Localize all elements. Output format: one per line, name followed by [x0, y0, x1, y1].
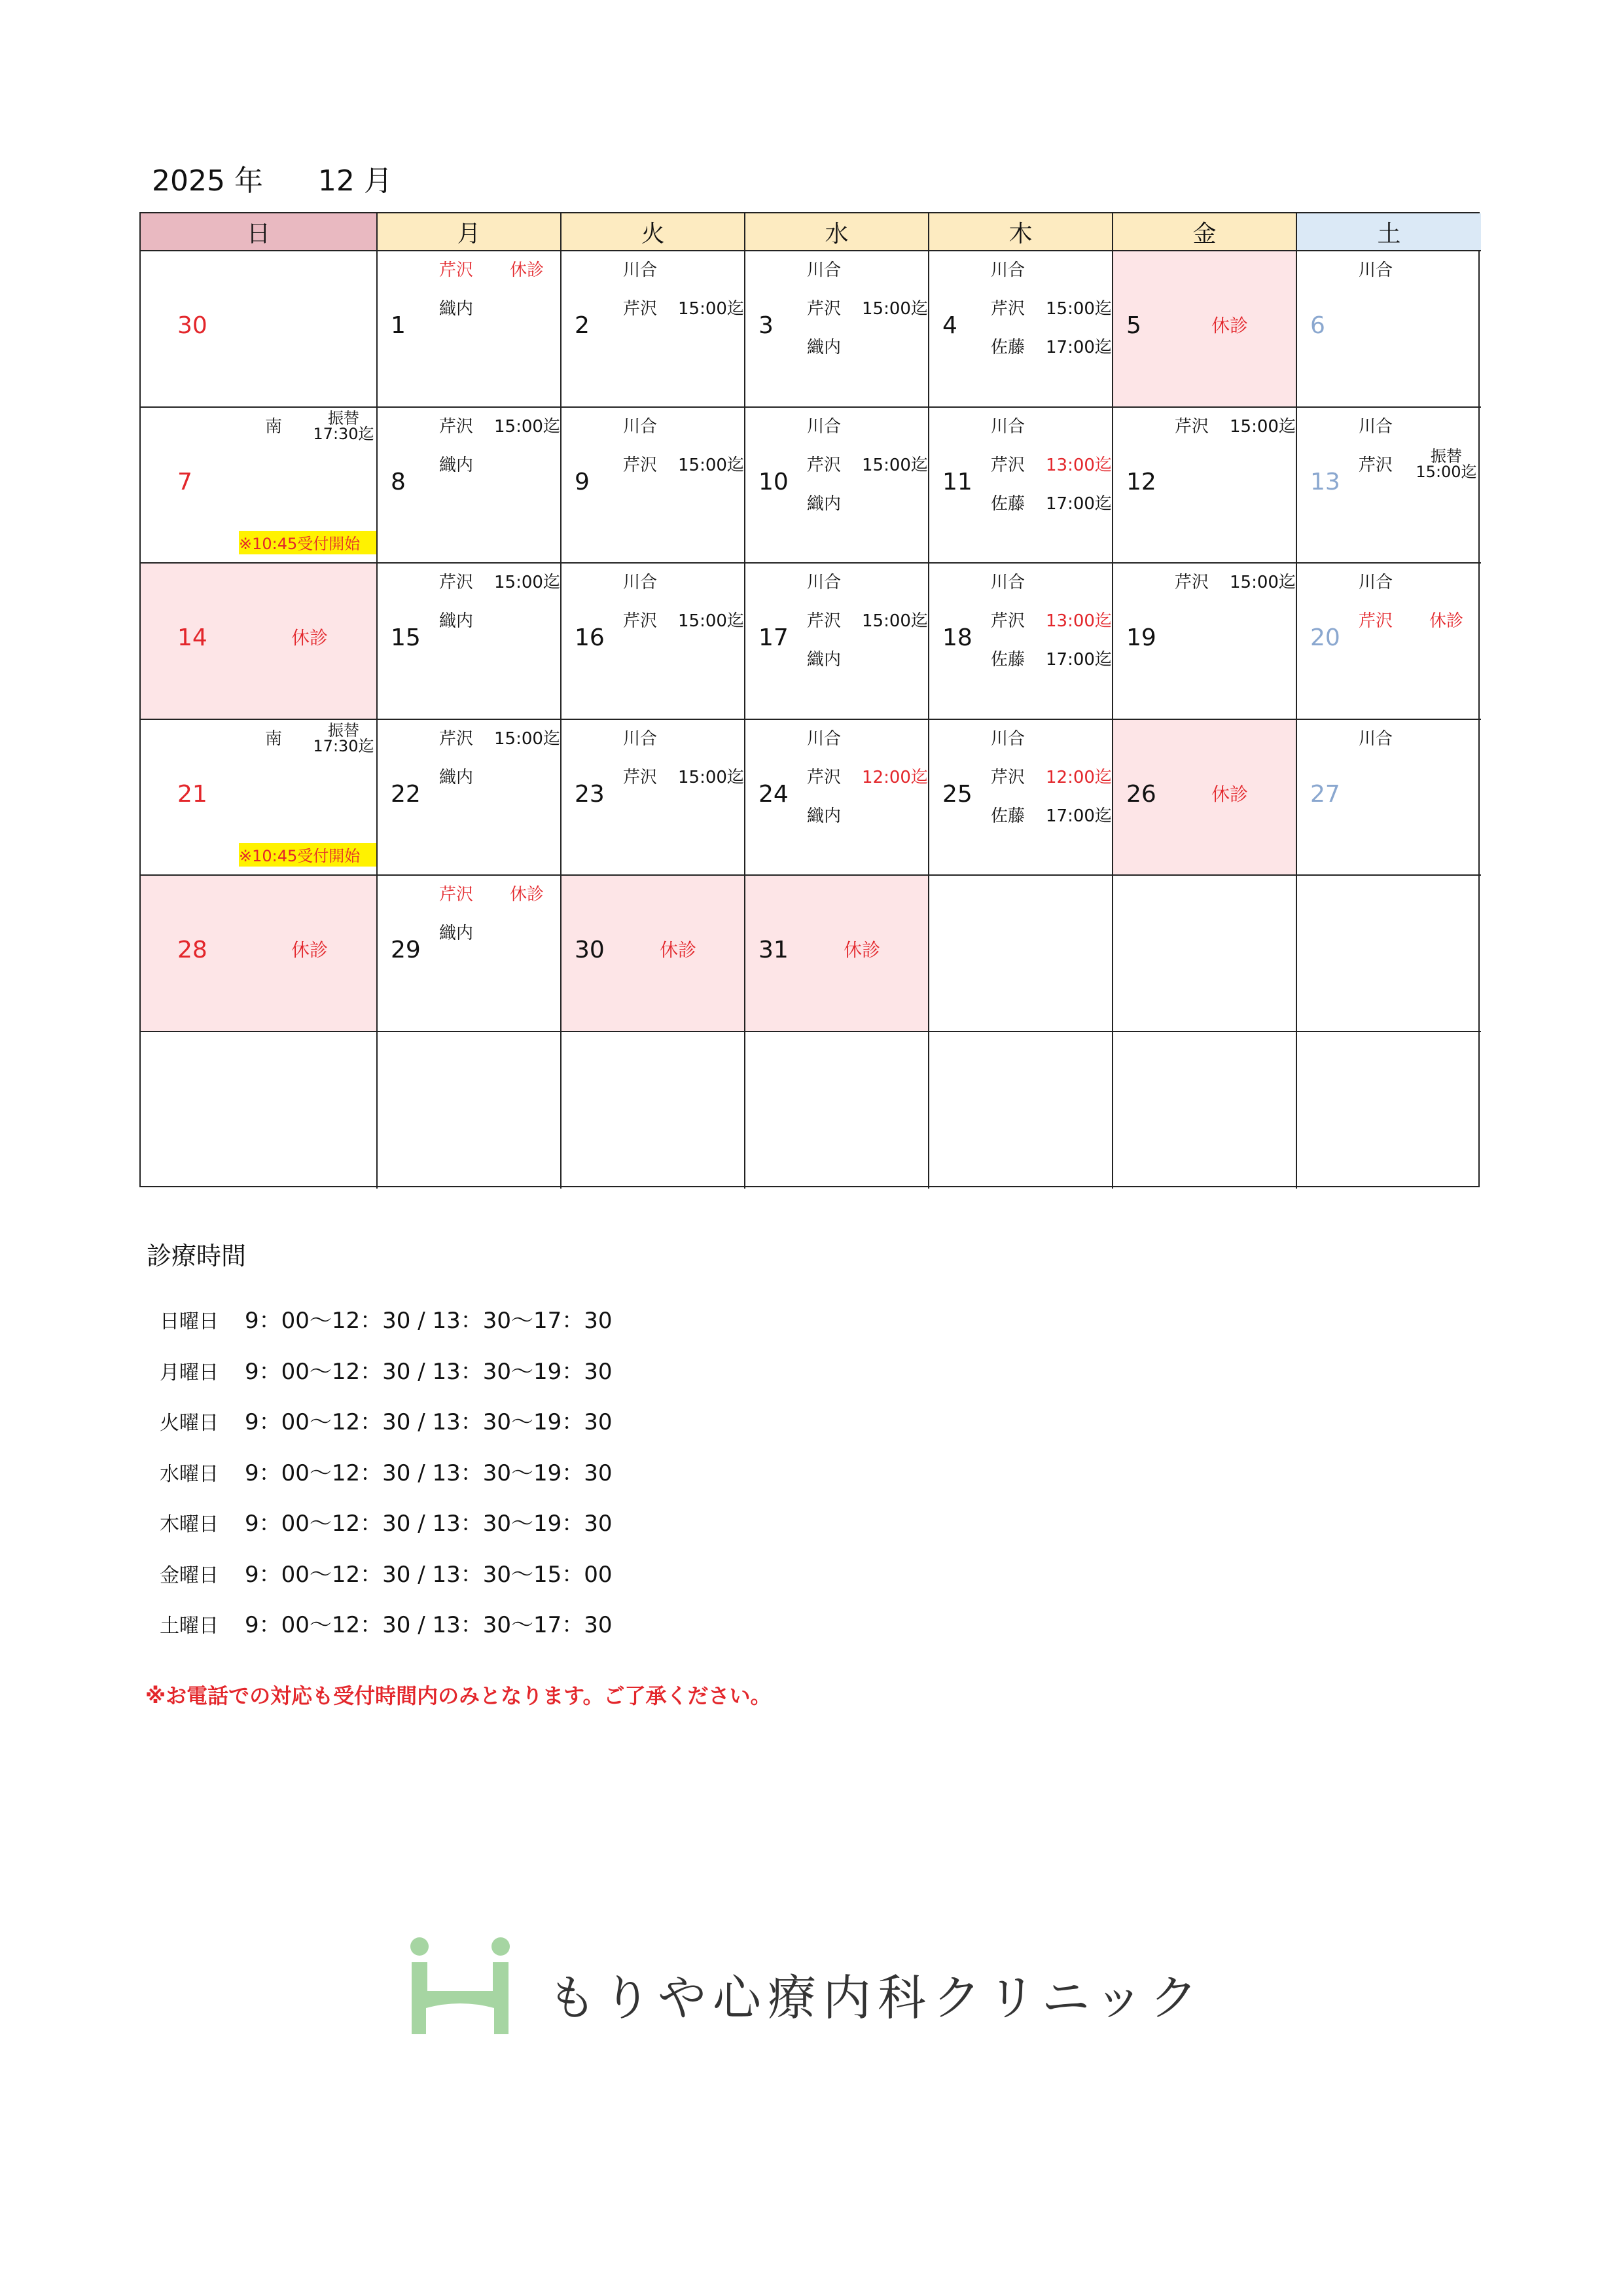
- doctor-time: 15:00迄: [494, 728, 560, 749]
- reception-notice: ※10:45受付開始: [239, 843, 376, 867]
- doctor-line: [1175, 418, 1297, 437]
- doctor-name: 芹沢: [1175, 573, 1209, 593]
- substitute-time: 17:30迄: [313, 424, 374, 443]
- doctor-line: [807, 574, 929, 592]
- empty-cell: [1113, 1032, 1297, 1189]
- doctor-line: [439, 925, 562, 943]
- doctor-name: 川合: [1359, 728, 1393, 749]
- doctor-time: 15:00迄: [1230, 573, 1296, 593]
- hours-time: 9：00～12：30 / 13：30～19：30: [245, 1358, 613, 1385]
- day-number: 29: [391, 937, 421, 964]
- day-cell: [378, 408, 562, 564]
- doctor-name: 川合: [991, 573, 1026, 593]
- day-cell: [562, 876, 745, 1032]
- doctor-name: 佐藤: [991, 338, 1026, 357]
- doctor-line: [807, 808, 929, 826]
- doctor-line: [623, 769, 745, 787]
- doctor-time: 15:00迄: [862, 611, 928, 632]
- doctor-name: 川合: [991, 728, 1026, 749]
- doctor-line: [807, 418, 929, 437]
- day-number: 3: [758, 312, 774, 339]
- doctor-line: [1359, 730, 1481, 749]
- doctor-line: [807, 339, 929, 357]
- doctor-name: 芹沢: [623, 299, 658, 319]
- day-number: 9: [575, 468, 590, 495]
- doctor-line: [807, 262, 929, 280]
- doctor-time: 13:00迄: [1046, 455, 1112, 475]
- doctor-line: [991, 574, 1113, 592]
- month-unit: 月: [363, 164, 393, 198]
- doctor-line: [1359, 262, 1481, 280]
- doctor-name: 川合: [623, 260, 658, 280]
- doctor-name: 芹沢: [807, 455, 842, 475]
- empty-cell: [929, 876, 1113, 1032]
- day-cell: [745, 720, 929, 876]
- weekday-header: 水: [745, 213, 929, 251]
- doctor-line: [991, 418, 1113, 437]
- empty-cell: [1297, 1032, 1481, 1189]
- doctor-name: 織内: [439, 924, 474, 944]
- calendar-title: [152, 157, 393, 199]
- substitute-note: [311, 723, 376, 754]
- doctor-line: [991, 495, 1113, 514]
- weekday-header: 日: [141, 213, 378, 251]
- doctor-line: [623, 418, 745, 437]
- hours-row: [160, 1354, 613, 1386]
- doctor-name: 芹沢: [807, 299, 842, 319]
- doctor-name: 芹沢: [991, 767, 1026, 787]
- hours-row: [160, 1455, 613, 1487]
- hours-time: 9：00～12：30 / 13：30～17：30: [245, 1308, 613, 1334]
- doctor-name: 芹沢: [439, 885, 474, 905]
- weekday-header: 月: [378, 213, 562, 251]
- day-cell: [378, 876, 562, 1032]
- doctor-name: 川合: [623, 573, 658, 593]
- hours-day: 月曜日: [160, 1361, 219, 1384]
- doctor-time: 15:00迄: [494, 573, 560, 593]
- day-cell: [1113, 408, 1297, 564]
- doctor-time: 17:00迄: [1046, 650, 1112, 670]
- empty-cell: [745, 1032, 929, 1189]
- doctor-name: 南: [265, 416, 283, 437]
- substitute-label: 振替: [1431, 446, 1462, 465]
- day-cell: [745, 251, 929, 408]
- doctor-line: [623, 574, 745, 592]
- day-number: 12: [1126, 468, 1156, 495]
- doctor-line: [439, 300, 562, 319]
- day-cell: [141, 408, 378, 564]
- year-unit: 年: [234, 164, 263, 198]
- empty-cell: [562, 1032, 745, 1189]
- doctor-name: 織内: [807, 338, 842, 357]
- empty-cell: [141, 1032, 378, 1189]
- doctor-time: 15:00迄: [1046, 299, 1112, 319]
- doctor-name: 川合: [623, 416, 658, 437]
- substitute-note: [311, 410, 376, 442]
- doctor-name: 川合: [991, 416, 1026, 437]
- doctor-line: [623, 300, 745, 319]
- hours-row: [160, 1607, 613, 1639]
- doctor-line: [1359, 574, 1481, 592]
- month: 12: [317, 164, 355, 198]
- day-cell: [562, 564, 745, 720]
- day-number: 26: [1126, 780, 1156, 808]
- doctor-line: [623, 457, 745, 475]
- day-cell: [1297, 251, 1481, 408]
- doctor-line: [1175, 574, 1297, 592]
- doctor-line: [623, 613, 745, 631]
- doctor-line: [807, 613, 929, 631]
- doctor-name: 芹沢: [439, 416, 474, 437]
- doctor-line: [439, 769, 562, 787]
- doctor-name: 川合: [807, 728, 842, 749]
- doctor-name: 川合: [1359, 573, 1393, 593]
- doctor-name: 織内: [807, 806, 842, 826]
- day-number: 31: [758, 937, 789, 964]
- doctor-name: 芹沢: [1175, 416, 1209, 437]
- doctor-name: 芹沢: [439, 260, 474, 280]
- hours-row: [160, 1302, 613, 1335]
- doctor-line: [439, 574, 562, 592]
- doctor-name: 川合: [1359, 260, 1393, 280]
- hours-day: 日曜日: [160, 1310, 219, 1333]
- weekday-header: 火: [562, 213, 745, 251]
- doctor-name: 織内: [807, 493, 842, 514]
- hours-day: 土曜日: [160, 1615, 219, 1638]
- day-cell: [1297, 564, 1481, 720]
- day-number: 1: [391, 312, 406, 339]
- doctor-time: 15:00迄: [1230, 416, 1296, 437]
- clinic-logo-icon: [409, 1936, 514, 2041]
- phone-note: ※お電話での対応も受付時間内のみとなります。ご了承ください。: [145, 1683, 772, 1708]
- day-cell: [745, 564, 929, 720]
- doctor-line: [1359, 418, 1481, 437]
- day-cell: [1297, 408, 1481, 564]
- day-cell: [1297, 720, 1481, 876]
- hours-row: [160, 1556, 613, 1588]
- empty-cell: [1113, 876, 1297, 1032]
- doctor-name: 川合: [807, 416, 842, 437]
- doctor-name: 芹沢: [623, 611, 658, 632]
- doctor-time: 15:00迄: [862, 299, 928, 319]
- hours-day: 火曜日: [160, 1412, 219, 1435]
- doctor-name: 織内: [439, 455, 474, 475]
- reception-notice: ※10:45受付開始: [239, 531, 376, 554]
- doctor-name: 川合: [1359, 416, 1393, 437]
- doctor-time: 12:00迄: [862, 767, 928, 787]
- day-cell: [745, 408, 929, 564]
- doctor-name: 芹沢: [991, 611, 1026, 632]
- day-cell: [141, 564, 378, 720]
- doctor-line: [439, 262, 562, 280]
- doctor-time: 15:00迄: [678, 611, 744, 632]
- empty-cell: [1297, 876, 1481, 1032]
- doctor-name: 川合: [807, 260, 842, 280]
- day-number: 11: [942, 468, 972, 495]
- doctor-time: 17:00迄: [1046, 806, 1112, 826]
- day-cell: [141, 251, 378, 408]
- hours-day: 金曜日: [160, 1564, 219, 1587]
- day-cell: [141, 720, 378, 876]
- doctor-name: 芹沢: [439, 573, 474, 593]
- doctor-name: 川合: [623, 728, 658, 749]
- day-number: 20: [1310, 624, 1340, 652]
- day-number: 2: [575, 312, 590, 339]
- doctor-line: [991, 769, 1113, 787]
- clinic-logo: [409, 1936, 1205, 2041]
- day-cell: [745, 876, 929, 1032]
- hours-time: 9：00～12：30 / 13：30～19：30: [245, 1460, 613, 1486]
- year: 2025: [152, 164, 225, 198]
- doctor-time: 15:00迄: [678, 299, 744, 319]
- day-cell: [929, 251, 1113, 408]
- doctor-line: [439, 730, 562, 749]
- closed-label: 休診: [660, 939, 697, 961]
- doctor-time: 13:00迄: [1046, 611, 1112, 632]
- doctor-time: 12:00迄: [1046, 767, 1112, 787]
- doctor-name: 芹沢: [807, 767, 842, 787]
- day-number: 15: [391, 624, 421, 652]
- day-number: 27: [1310, 780, 1340, 808]
- substitute-note: [1412, 448, 1480, 480]
- day-cell: [378, 720, 562, 876]
- day-number: 13: [1310, 468, 1340, 495]
- doctor-time: 15:00迄: [678, 455, 744, 475]
- doctor-line: [991, 262, 1113, 280]
- weekday-header: 土: [1297, 213, 1481, 251]
- doctor-line: [807, 651, 929, 670]
- doctor-name: 織内: [439, 611, 474, 632]
- doctor-line: [439, 886, 562, 905]
- doctor-time: 15:00迄: [862, 455, 928, 475]
- hours-time: 9：00～12：30 / 13：30～15：00: [245, 1561, 613, 1588]
- substitute-label: 振替: [328, 721, 359, 740]
- day-number: 21: [177, 780, 207, 808]
- empty-cell: [929, 1032, 1113, 1189]
- day-number: 7: [177, 468, 192, 495]
- hours-day: 木曜日: [160, 1513, 219, 1536]
- doctor-line: [439, 418, 562, 437]
- weekday-header: 金: [1113, 213, 1297, 251]
- hours-time: 9：00～12：30 / 13：30～19：30: [245, 1409, 613, 1435]
- day-number: 4: [942, 312, 957, 339]
- doctor-time: 15:00迄: [678, 767, 744, 787]
- doctor-name: 芹沢: [991, 455, 1026, 475]
- doctor-name: 芹沢: [623, 767, 658, 787]
- hours-title: 診療時間: [147, 1242, 247, 1270]
- day-cell: [378, 251, 562, 408]
- day-cell: [1113, 564, 1297, 720]
- doctor-time: 休診: [1429, 611, 1464, 632]
- doctor-line: [991, 339, 1113, 357]
- doctor-line: [991, 613, 1113, 631]
- hours-day: 水曜日: [160, 1462, 219, 1486]
- hours-time: 9：00～12：30 / 13：30～17：30: [245, 1612, 613, 1638]
- doctor-line: [991, 808, 1113, 826]
- hours-row: [160, 1505, 613, 1537]
- empty-cell: [378, 1032, 562, 1189]
- doctor-name: 芹沢: [807, 611, 842, 632]
- day-number: 17: [758, 624, 789, 652]
- day-cell: [929, 408, 1113, 564]
- doctor-line: [623, 262, 745, 280]
- doctor-name: 織内: [439, 299, 474, 319]
- doctor-line: [439, 613, 562, 631]
- day-cell: [929, 564, 1113, 720]
- day-cell: [1113, 720, 1297, 876]
- day-number: 14: [177, 624, 207, 652]
- day-number: 22: [391, 780, 421, 808]
- doctor-name: 芹沢: [1359, 611, 1393, 632]
- doctor-line: [807, 457, 929, 475]
- doctor-name: 芹沢: [623, 455, 658, 475]
- day-number: 8: [391, 468, 406, 495]
- doctor-line: [623, 730, 745, 749]
- hours-time: 9：00～12：30 / 13：30～19：30: [245, 1511, 613, 1537]
- doctor-line: [807, 769, 929, 787]
- day-cell: [1113, 251, 1297, 408]
- doctor-name: 佐藤: [991, 806, 1026, 826]
- day-number: 23: [575, 780, 605, 808]
- doctor-line: [439, 457, 562, 475]
- doctor-name: 芹沢: [991, 299, 1026, 319]
- closed-label: 休診: [844, 939, 881, 961]
- doctor-name: 芹沢: [439, 728, 474, 749]
- substitute-time: 15:00迄: [1416, 462, 1477, 481]
- doctor-line: [807, 730, 929, 749]
- doctor-time: 17:00迄: [1046, 338, 1112, 357]
- doctor-time: 休診: [510, 885, 544, 905]
- doctor-line: [1359, 613, 1481, 631]
- hours-row: [160, 1404, 613, 1436]
- doctor-time: 15:00迄: [494, 416, 560, 437]
- substitute-time: 17:30迄: [313, 736, 374, 755]
- day-cell: [141, 876, 378, 1032]
- closed-label: 休診: [1211, 315, 1249, 336]
- doctor-name: 佐藤: [991, 650, 1026, 670]
- day-cell: [562, 720, 745, 876]
- day-number: 18: [942, 624, 972, 652]
- day-number: 28: [177, 937, 207, 964]
- doctor-name: 川合: [991, 260, 1026, 280]
- weekday-header: 木: [929, 213, 1113, 251]
- calendar-grid: [139, 212, 1480, 1187]
- day-number: 6: [1310, 312, 1325, 339]
- doctor-line: [991, 651, 1113, 670]
- doctor-time: 17:00迄: [1046, 493, 1112, 514]
- doctor-line: [807, 495, 929, 514]
- substitute-label: 振替: [328, 408, 359, 427]
- doctor-name: 佐藤: [991, 493, 1026, 514]
- day-cell: [378, 564, 562, 720]
- day-number: 19: [1126, 624, 1156, 652]
- doctor-line: [991, 730, 1113, 749]
- day-cell: [929, 720, 1113, 876]
- doctor-name: 川合: [807, 573, 842, 593]
- day-number: 30: [177, 312, 207, 339]
- doctor-line: [991, 457, 1113, 475]
- day-number: 16: [575, 624, 605, 652]
- doctor-name: 織内: [439, 767, 474, 787]
- day-number: 25: [942, 780, 972, 808]
- day-number: 30: [575, 937, 605, 964]
- doctor-time: 休診: [510, 260, 544, 280]
- doctor-line: [991, 300, 1113, 319]
- closed-label: 休診: [291, 939, 329, 961]
- doctor-name: 織内: [807, 650, 842, 670]
- day-number: 24: [758, 780, 789, 808]
- day-number: 10: [758, 468, 789, 495]
- day-number: 5: [1126, 312, 1141, 339]
- closed-label: 休診: [291, 627, 329, 649]
- doctor-line: [807, 300, 929, 319]
- closed-label: 休診: [1211, 783, 1249, 805]
- doctor-name: 芹沢: [1359, 455, 1393, 475]
- doctor-name: 南: [265, 728, 283, 749]
- clinic-name: もりや心療内科クリニック: [548, 1970, 1205, 2026]
- day-cell: [562, 251, 745, 408]
- day-cell: [562, 408, 745, 564]
